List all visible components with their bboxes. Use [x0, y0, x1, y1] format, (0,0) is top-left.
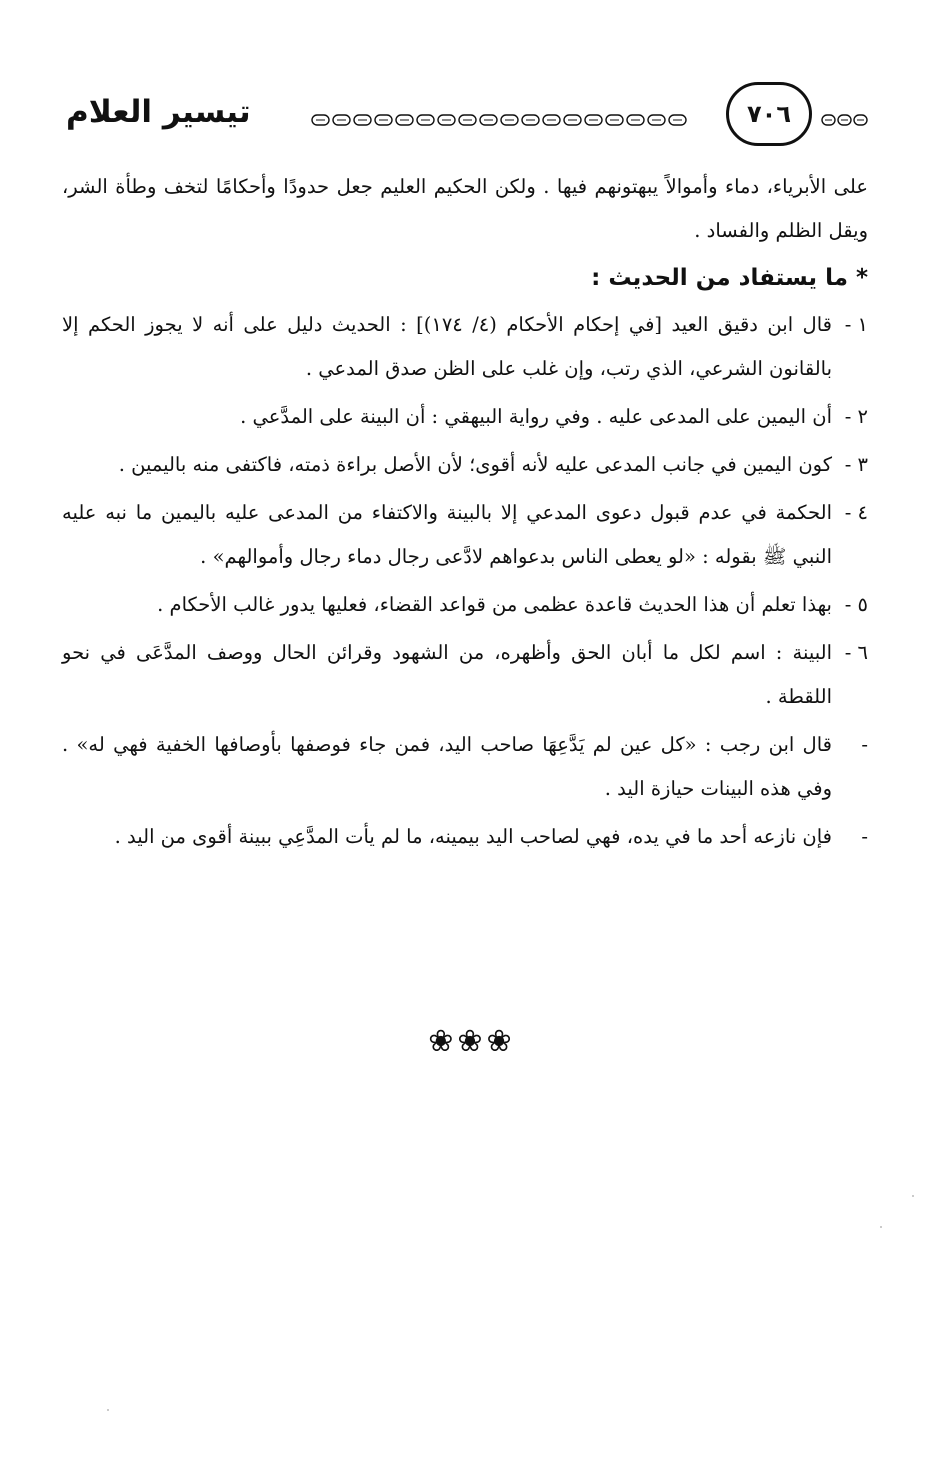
item-text: قال ابن رجب : «كل عين لم يَدَّعِهَا صاحب اليد، فمن جاء فوصفها بأوصافها الخفية فهي له» . وفي هذه البينات حيازة اليد . — [62, 733, 832, 800]
list-item — [62, 491, 868, 579]
item-text: البينة : اسم لكل ما أبان الحق وأظهره، من الشهود وقرائن الحال ووصف المدَّعَى في نحو اللقطة . — [62, 641, 832, 708]
decorative-chain-ornament — [820, 112, 870, 128]
page-body — [62, 165, 868, 863]
scan-speck — [912, 1195, 914, 1197]
item-marker: - — [861, 825, 868, 848]
item-marker: ٣ - — [844, 453, 868, 476]
item-text: الحكمة في عدم قبول دعوى المدعي إلا بالبينة والاكتفاء من المدعى عليه باليمين ما نبه عليه النبي ﷺ بقوله : «لو يعطى الناس بدعواهم لادَّعى رجال دماء رجال وأموالهم» . — [62, 501, 832, 568]
item-marker: ٤ - — [844, 501, 868, 524]
item-marker: - — [861, 733, 868, 756]
list-item — [62, 395, 868, 439]
item-marker: ٦ - — [844, 641, 868, 664]
opening-paragraph: على الأبرياء، دماء وأموالاً يبهتونهم فيها . ولكن الحكيم العليم جعل حدودًا وأحكامًا لتخف وطأة الشر، ويقل الظلم والفساد . — [62, 175, 868, 242]
page-header — [60, 80, 870, 150]
scan-speck — [880, 1226, 882, 1228]
list-item — [62, 583, 868, 627]
item-marker: ١ - — [844, 313, 868, 336]
end-of-section-ornament: ❀❀❀ — [428, 1024, 516, 1059]
item-text: أن اليمين على المدعى عليه . وفي رواية البيهقي : أن البينة على المدَّعي . — [240, 405, 832, 428]
item-text: فإن نازعه أحد ما في يده، فهي لصاحب اليد بيمينه، ما لم يأت المدَّعِي ببينة أقوى من اليد . — [114, 825, 832, 848]
item-text: بهذا تعلم أن هذا الحديث قاعدة عظمى من قواعد القضاء، فعليها يدور غالب الأحكام . — [157, 593, 832, 616]
item-marker: ٥ - — [844, 593, 868, 616]
scan-speck — [107, 1409, 109, 1411]
item-marker: ٢ - — [844, 405, 868, 428]
list-item — [62, 631, 868, 719]
list-item — [62, 723, 868, 811]
item-text: قال ابن دقيق العيد [في إحكام الأحكام (٤/ ١٧٤)] : الحديث دليل على أنه لا يجوز الحكم إلا بالقانون الشرعي، الذي رتب، وإن غلب على الظن صدق المدعي . — [62, 313, 832, 380]
list-item — [62, 443, 868, 487]
list-item — [62, 815, 868, 859]
list-item — [62, 303, 868, 391]
book-title: تيسير العلام — [66, 94, 251, 130]
item-text: كون اليمين في جانب المدعى عليه لأنه أقوى؛ لأن الأصل براءة ذمته، فاكتفى منه باليمين . — [118, 453, 832, 476]
page-number: ٧٠٦ — [726, 82, 812, 146]
section-heading: * ما يستفاد من الحديث : — [591, 265, 868, 291]
decorative-chain-rule — [310, 112, 700, 128]
